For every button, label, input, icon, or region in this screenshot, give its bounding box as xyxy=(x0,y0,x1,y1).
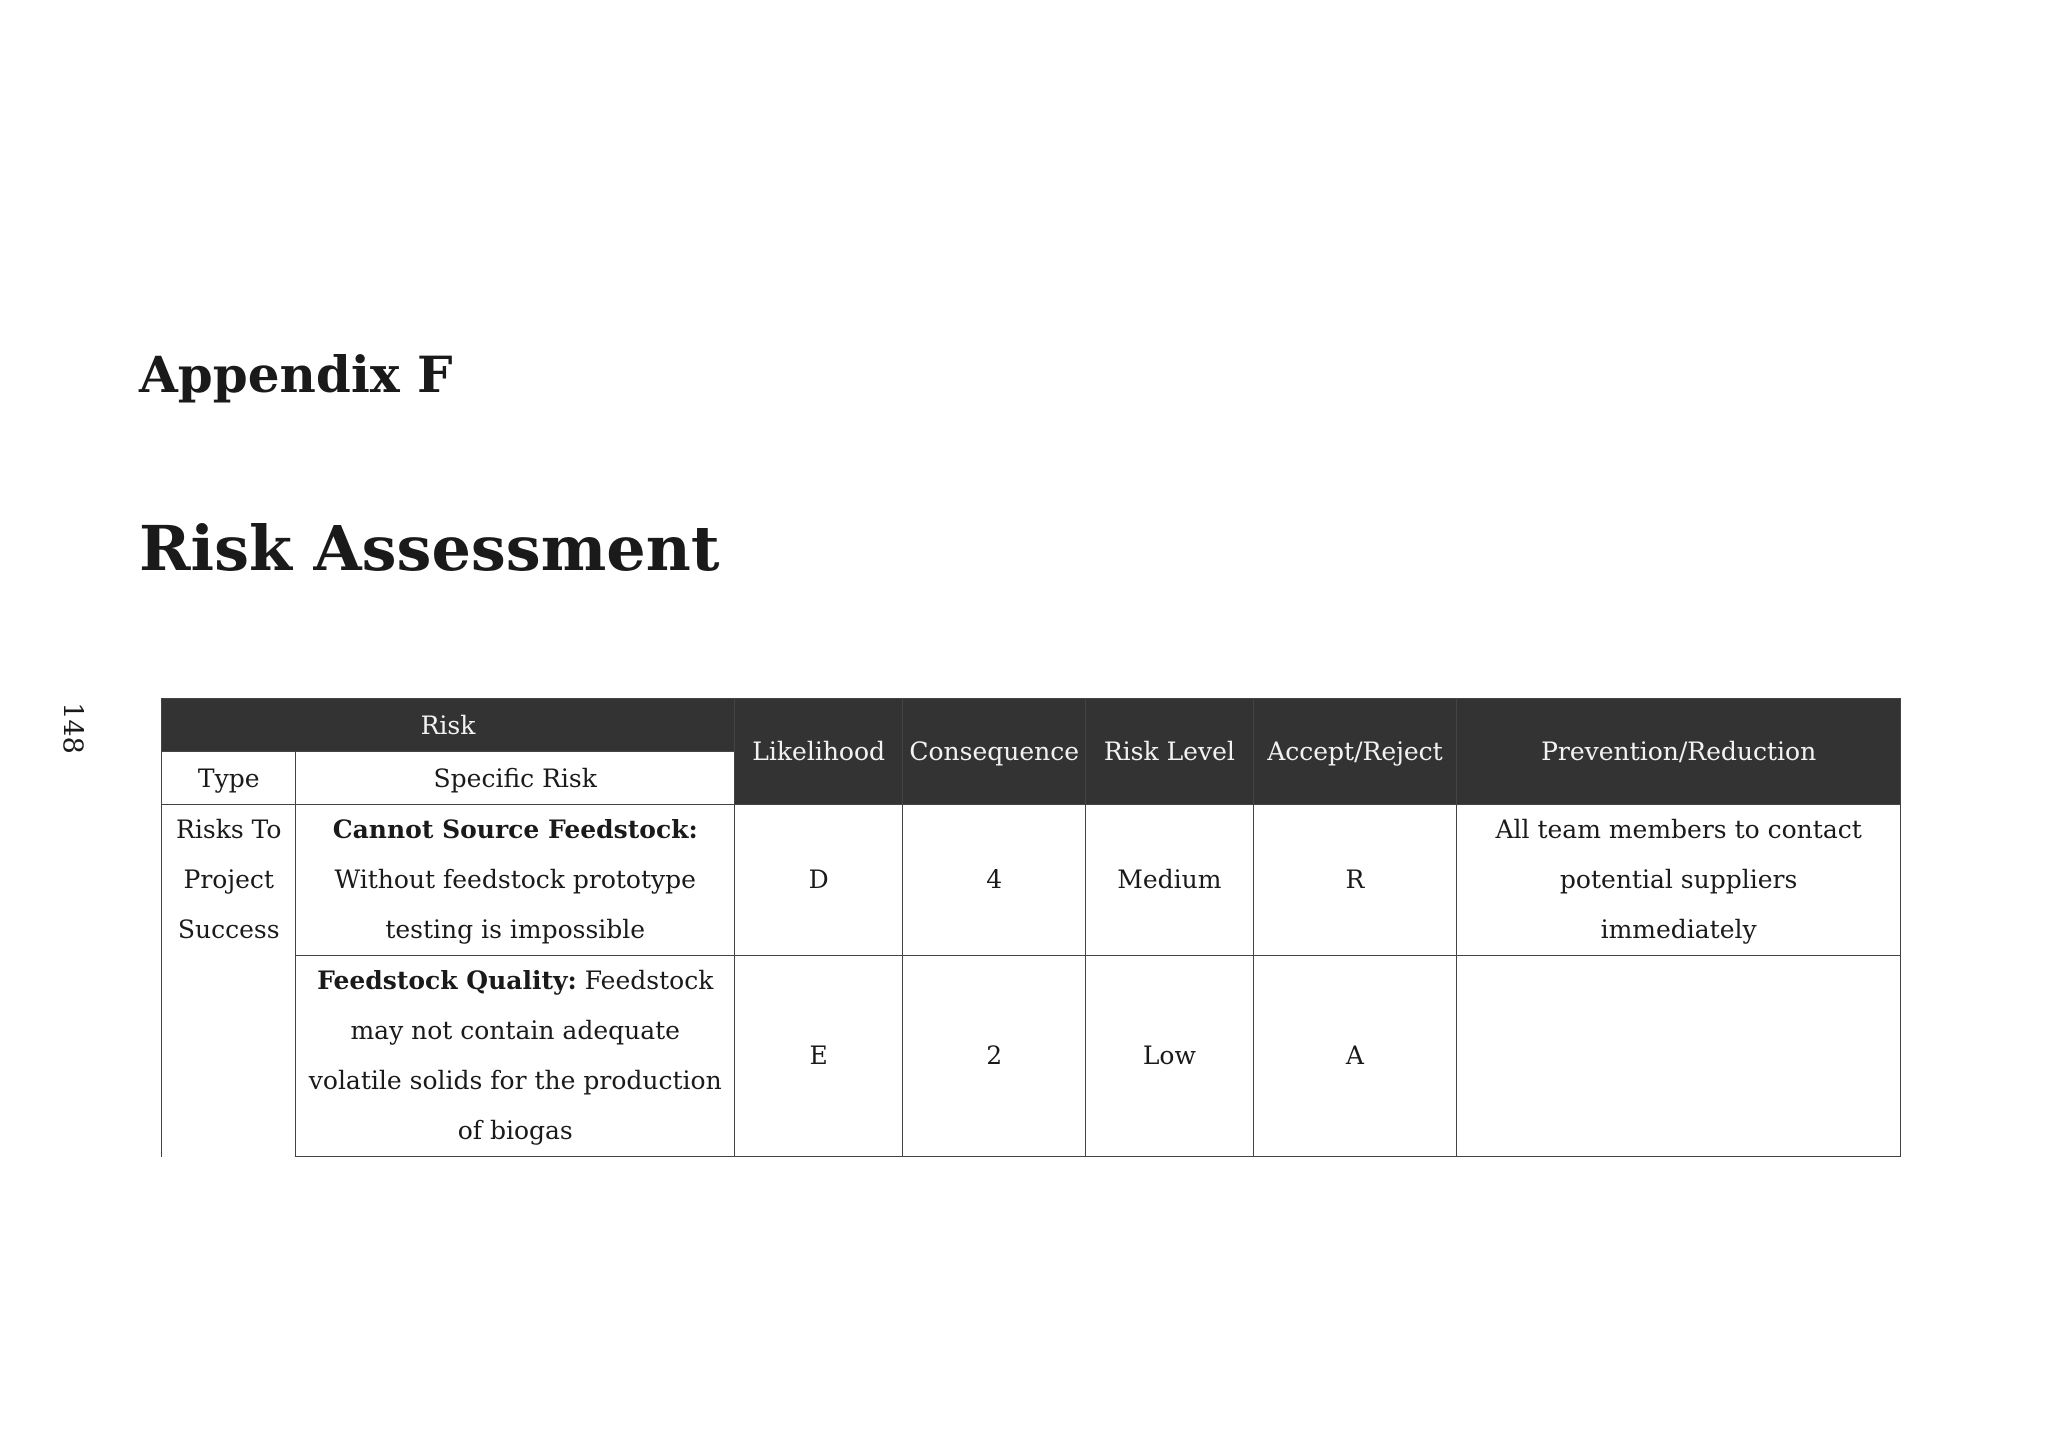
risk-group-header: Risk xyxy=(162,699,735,752)
risk-assessment-table xyxy=(161,698,1901,1157)
risk-title: Feedstock Quality: xyxy=(317,966,577,995)
likelihood-header: Likelihood xyxy=(734,699,902,805)
consequence-cell: 4 xyxy=(903,805,1086,956)
accept-reject-cell: A xyxy=(1253,956,1457,1157)
accept-reject-header: Accept/Reject xyxy=(1253,699,1457,805)
appendix-label: Appendix F xyxy=(139,345,453,404)
specific-risk-cell xyxy=(296,805,735,956)
accept-reject-cell: R xyxy=(1253,805,1457,956)
type-header: Type xyxy=(162,752,296,805)
risk-title: Cannot Source Feedstock: xyxy=(332,815,698,844)
risk-description: Feedstock may not contain adequate volatile solids for the production of biogas xyxy=(308,966,722,1145)
prevention-header: Prevention/Reduction xyxy=(1457,699,1901,805)
risk-level-cell: Low xyxy=(1086,956,1254,1157)
prevention-cell xyxy=(1457,956,1901,1157)
consequence-header: Consequence xyxy=(903,699,1086,805)
likelihood-cell: E xyxy=(734,956,902,1157)
consequence-cell: 2 xyxy=(903,956,1086,1157)
specific-risk-cell xyxy=(296,956,735,1157)
table-row xyxy=(162,805,1901,956)
risk-level-cell: Medium xyxy=(1086,805,1254,956)
specific-risk-header: Specific Risk xyxy=(296,752,735,805)
risk-description: Without feedstock prototype testing is impossible xyxy=(334,865,696,944)
table-row xyxy=(162,956,1901,1157)
prevention-cell: All team members to contact potential suppliers immediately xyxy=(1457,805,1901,956)
page-number: 148 xyxy=(56,702,88,754)
risk-level-header: Risk Level xyxy=(1086,699,1254,805)
likelihood-cell: D xyxy=(734,805,902,956)
section-title: Risk Assessment xyxy=(139,512,720,585)
risk-type-cell: Risks To Project Success xyxy=(162,805,296,1157)
